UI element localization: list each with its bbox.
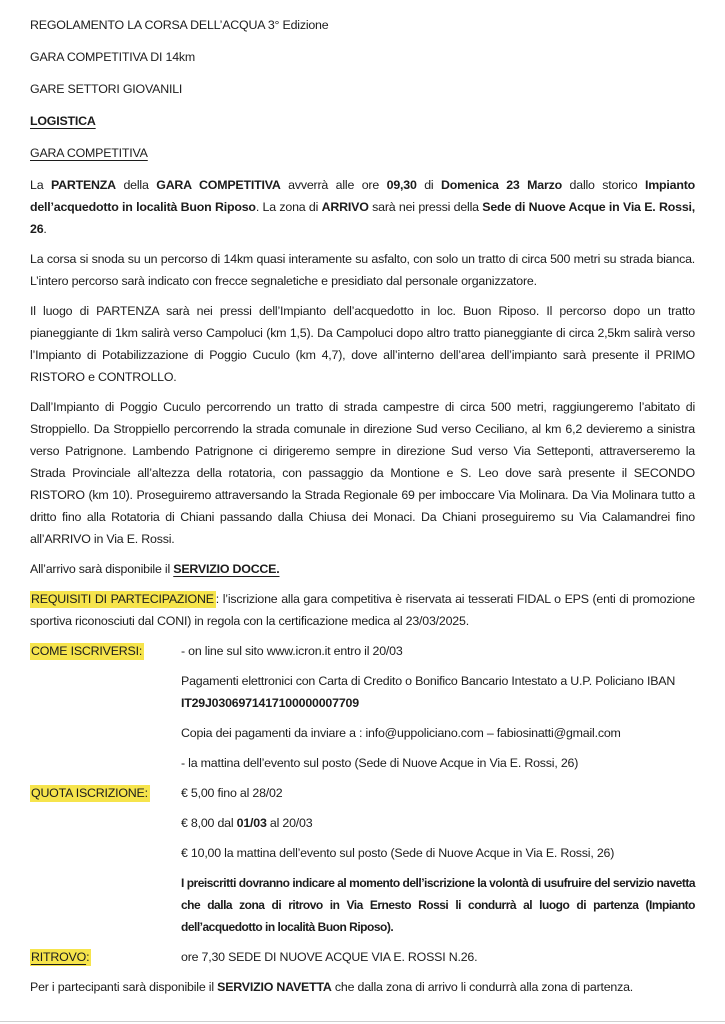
ritrovo-highlight-label (30, 949, 91, 966)
subtitle-gara-competitiva-14km: GARA COMPETITIVA DI 14km (30, 50, 196, 64)
item-mattina-evento: - la mattina dell’evento sul posto (Sede di Nuove Acque in Via E. Rossi, 26) (181, 756, 579, 770)
paragraph-preiscritti: I preiscritti dovranno indicare al momento dell’iscrizione la volontà di usufruire del servizio navetta che dalla zona di ritrovo in Via Ernesto Rossi li condurrà al luogo di partenza (Impianto dell’acquedotto in località Buon Riposo). (181, 876, 695, 934)
ritrovo-label-text: RITROVO (31, 950, 87, 964)
servizio-navetta-text: SERVIZIO NAVETTA (217, 980, 332, 994)
text-run: dallo storico (561, 178, 645, 192)
bold-run: Sede di Nuove Acque in Via E. Rossi, 26 (30, 200, 695, 236)
quota-item-5-euro: € 5,00 fino al 28/02 (181, 786, 283, 800)
row-come-iscriversi (30, 640, 695, 662)
heading-logistica-text: LOGISTICA (30, 114, 96, 128)
paragraph-requisiti (30, 588, 695, 632)
text-run: . La zona di (255, 200, 322, 214)
quota-item-10-euro: € 10,00 la mattina dell’evento sul posto (Sede di Nuove Acque in Via E. Rossi, 26) (181, 846, 615, 860)
paragraph-partenza (30, 174, 695, 240)
come-iscriversi-item-online: - on line sul sito www.icron.it entro il 20/03 (181, 644, 403, 658)
bold-run: 01/03 (236, 816, 267, 830)
row-ritrovo (30, 946, 695, 968)
quota-item-8-euro (181, 812, 695, 834)
requisiti-highlight-label: REQUISITI DI PARTECIPAZIONE (31, 592, 214, 606)
paragraph-itinerario: Dall’Impianto di Poggio Cuculo percorrendo un tratto di strada campestre di circa 500 metri, raggiungeremo l’abitato di Stroppiello. Da Stroppiello percorrendo la strada comunale in direzione Sud verso Ceciliano, al km 6,2 devieremo a sinistra verso Patrignone. Lambendo Patrignone ci dirigeremo sempre in direzione Sud verso Via Setteponti, attraverseremo la Strada Provinciale all’altezza della rotatoria, con passaggio da Montione e S. Leo dove sarà presente il SECONDO RISTORO (km 10). Proseguiremo attraversando la Strada Regionale 69 per imboccare Via Molinara. Da Via Molinara tutto a dritto fino alla Rotatoria di Chiani passando dalla Chiusa dei Monaci. Da Chiani proseguiremo su Via Calamandrei fino all’ARRIVO in Via E. Rossi. (30, 400, 695, 546)
text-run: avverrà alle ore (280, 178, 387, 192)
text-run: La (30, 178, 51, 192)
item-copia-pagamenti: Copia dei pagamenti da inviare a : info@uppoliciano.com – fabiosinatti@gmail.com (181, 726, 621, 740)
heading-gara-competitiva-text: GARA COMPETITIVA (30, 146, 148, 160)
bold-run: ARRIVO (321, 200, 369, 214)
text-run: € 8,00 dal (181, 816, 237, 830)
text-run: . (43, 222, 47, 236)
paragraph-servizio-navetta (30, 976, 695, 998)
bold-run: PARTENZA (50, 178, 116, 192)
row-quota-iscrizione (30, 782, 695, 804)
heading-logistica (30, 110, 695, 132)
line-servizio-docce (30, 558, 695, 580)
page-bottom-edge (0, 1021, 725, 1022)
text-run: che dalla zona di arrivo li condurrà alla zona di partenza. (331, 980, 634, 994)
text-run: sarà nei pressi della (368, 200, 483, 214)
subtitle-gare-settori-giovanili: GARE SETTORI GIOVANILI (30, 82, 183, 96)
paragraph-percorso: La corsa si snoda su un percorso di 14km quasi interamente su asfalto, con solo un tratto di circa 500 metri su strada bianca. L’intero percorso sarà indicato con frecce segnaletiche e presidiato dal personale organizzatore. (30, 252, 695, 288)
bold-run: 09,30 (386, 178, 417, 192)
heading-gara-competitiva (30, 142, 695, 164)
bold-run: Domenica 23 Marzo (441, 178, 562, 192)
come-iscriversi-highlight-label: COME ISCRIVERSI: (31, 644, 143, 658)
text-run: All’arrivo sarà disponibile il (30, 562, 174, 576)
bold-run: Impianto dell’acquedotto in località Buon Riposo (30, 178, 696, 214)
servizio-docce-text: SERVIZIO DOCCE. (173, 562, 280, 576)
quota-highlight-label: QUOTA ISCRIZIONE: (31, 786, 148, 800)
come-iscriversi-label-cell (30, 640, 181, 662)
iban-code: IT29J0306971417100000007709 (181, 696, 359, 710)
ritrovo-label-cell (30, 946, 181, 968)
text-run: al 20/03 (266, 816, 313, 830)
ritrovo-label-colon: : (86, 950, 90, 964)
text-run: di (416, 178, 442, 192)
text-run: della (115, 178, 157, 192)
text-run: Pagamenti elettronici con Carta di Credito o Bonifico Bancario Intestato a U.P. Policiano IBAN (181, 674, 676, 688)
item-pagamenti (181, 670, 695, 714)
text-run: : l’iscrizione alla gara competitiva è riservata ai tesserati FIDAL o EPS (enti di promozione sportiva riconosciuti dal CONI) in regola con la certificazione medica al 23/03/2025. (30, 592, 695, 628)
paragraph-luogo-partenza: Il luogo di PARTENZA sarà nei pressi dell’Impianto dell’acquedotto in loc. Buon Riposo. Il percorso dopo un tratto pianeggiante di 1km salirà verso Campoluci (km 1,5). Da Campoluci dopo altro tratto pianeggiante di circa 2,5km salirà verso l’Impianto di Potabilizzazione di Poggio Cuculo (km 4,7), dove all’interno dell’area dell’impianto sarà presente il PRIMO RISTORO e CONTROLLO. (30, 304, 695, 384)
ritrovo-value: ore 7,30 SEDE DI NUOVE ACQUE VIA E. ROSSI N.26. (181, 950, 478, 964)
quota-label-cell (30, 782, 181, 804)
bold-run: GARA COMPETITIVA (156, 178, 281, 192)
text-run: Per i partecipanti sarà disponibile il (30, 980, 218, 994)
doc-title: REGOLAMENTO LA CORSA DELL’ACQUA 3° Edizione (30, 18, 329, 32)
